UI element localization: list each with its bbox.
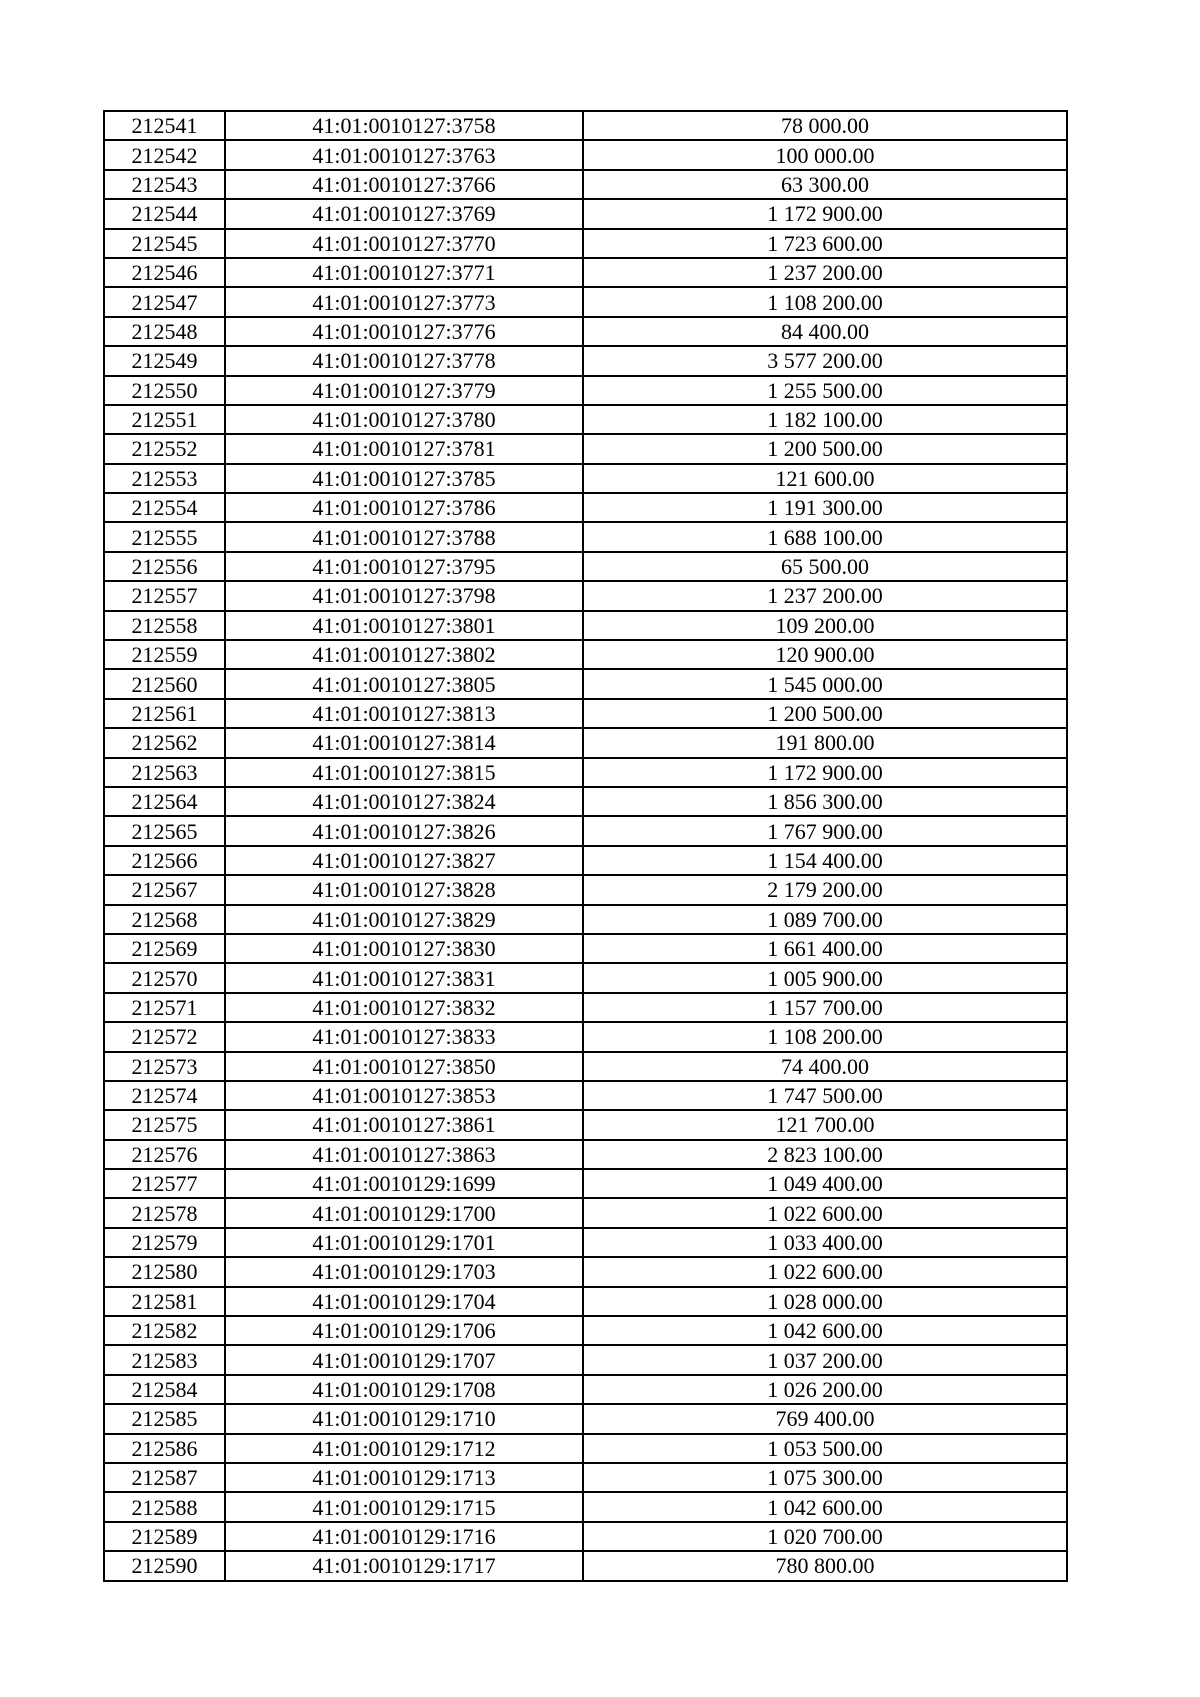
value-cell: 1 075 300.00 (583, 1463, 1067, 1492)
cadastral-number-cell: 41:01:0010127:3785 (225, 464, 583, 493)
cadastral-number-cell: 41:01:0010127:3861 (225, 1110, 583, 1139)
table-row (104, 846, 1067, 875)
table-row (104, 405, 1067, 434)
table-row (104, 1522, 1067, 1551)
value-cell: 1 108 200.00 (583, 1022, 1067, 1051)
row-id-cell: 212573 (104, 1052, 225, 1081)
value-cell: 1 237 200.00 (583, 581, 1067, 610)
table-row (104, 934, 1067, 963)
cadastral-number-cell: 41:01:0010129:1706 (225, 1316, 583, 1345)
table-row (104, 993, 1067, 1022)
table-row (104, 317, 1067, 346)
row-id-cell: 212545 (104, 229, 225, 258)
value-cell: 109 200.00 (583, 611, 1067, 640)
value-cell: 63 300.00 (583, 170, 1067, 199)
table-row (104, 875, 1067, 904)
value-cell: 121 700.00 (583, 1110, 1067, 1139)
cadastral-number-cell: 41:01:0010127:3802 (225, 640, 583, 669)
value-cell: 74 400.00 (583, 1052, 1067, 1081)
cadastral-value-table (103, 110, 1068, 1582)
table-row (104, 1492, 1067, 1521)
row-id-cell: 212556 (104, 552, 225, 581)
value-cell: 1 028 000.00 (583, 1287, 1067, 1316)
value-cell: 1 688 100.00 (583, 522, 1067, 551)
cadastral-number-cell: 41:01:0010127:3766 (225, 170, 583, 199)
table-row (104, 758, 1067, 787)
row-id-cell: 212575 (104, 1110, 225, 1139)
cadastral-number-cell: 41:01:0010127:3770 (225, 229, 583, 258)
table-row (104, 229, 1067, 258)
cadastral-number-cell: 41:01:0010127:3780 (225, 405, 583, 434)
cadastral-number-cell: 41:01:0010129:1710 (225, 1404, 583, 1433)
row-id-cell: 212577 (104, 1169, 225, 1198)
table-row (104, 1316, 1067, 1345)
table-row (104, 669, 1067, 698)
cadastral-number-cell: 41:01:0010127:3850 (225, 1052, 583, 1081)
cadastral-number-cell: 41:01:0010127:3771 (225, 258, 583, 287)
row-id-cell: 212571 (104, 993, 225, 1022)
value-cell: 1 767 900.00 (583, 816, 1067, 845)
table-row (104, 287, 1067, 316)
cadastral-number-cell: 41:01:0010127:3826 (225, 816, 583, 845)
cadastral-number-cell: 41:01:0010127:3828 (225, 875, 583, 904)
value-cell: 120 900.00 (583, 640, 1067, 669)
cadastral-number-cell: 41:01:0010129:1716 (225, 1522, 583, 1551)
table-row (104, 111, 1067, 140)
value-cell: 2 179 200.00 (583, 875, 1067, 904)
row-id-cell: 212551 (104, 405, 225, 434)
row-id-cell: 212555 (104, 522, 225, 551)
row-id-cell: 212544 (104, 199, 225, 228)
row-id-cell: 212570 (104, 963, 225, 992)
cadastral-number-cell: 41:01:0010127:3863 (225, 1140, 583, 1169)
value-cell: 1 191 300.00 (583, 493, 1067, 522)
row-id-cell: 212563 (104, 758, 225, 787)
cadastral-number-cell: 41:01:0010127:3824 (225, 787, 583, 816)
row-id-cell: 212576 (104, 1140, 225, 1169)
row-id-cell: 212565 (104, 816, 225, 845)
row-id-cell: 212589 (104, 1522, 225, 1551)
table-row (104, 1257, 1067, 1286)
table-row (104, 1052, 1067, 1081)
row-id-cell: 212567 (104, 875, 225, 904)
table-row (104, 1345, 1067, 1374)
cadastral-number-cell: 41:01:0010127:3853 (225, 1081, 583, 1110)
cadastral-number-cell: 41:01:0010127:3827 (225, 846, 583, 875)
cadastral-number-cell: 41:01:0010127:3814 (225, 728, 583, 757)
row-id-cell: 212583 (104, 1345, 225, 1374)
row-id-cell: 212564 (104, 787, 225, 816)
table-row (104, 552, 1067, 581)
table-row (104, 199, 1067, 228)
row-id-cell: 212541 (104, 111, 225, 140)
cadastral-number-cell: 41:01:0010127:3773 (225, 287, 583, 316)
table-row (104, 787, 1067, 816)
row-id-cell: 212543 (104, 170, 225, 199)
table-row (104, 170, 1067, 199)
value-cell: 84 400.00 (583, 317, 1067, 346)
table-row (104, 464, 1067, 493)
value-cell: 780 800.00 (583, 1551, 1067, 1580)
value-cell: 1 033 400.00 (583, 1228, 1067, 1257)
value-cell: 1 255 500.00 (583, 376, 1067, 405)
cadastral-number-cell: 41:01:0010129:1707 (225, 1345, 583, 1374)
row-id-cell: 212588 (104, 1492, 225, 1521)
value-cell: 191 800.00 (583, 728, 1067, 757)
row-id-cell: 212590 (104, 1551, 225, 1580)
value-cell: 65 500.00 (583, 552, 1067, 581)
value-cell: 1 157 700.00 (583, 993, 1067, 1022)
table-row (104, 1551, 1067, 1580)
row-id-cell: 212584 (104, 1375, 225, 1404)
cadastral-number-cell: 41:01:0010127:3832 (225, 993, 583, 1022)
row-id-cell: 212587 (104, 1463, 225, 1492)
table-row (104, 963, 1067, 992)
value-cell: 1 661 400.00 (583, 934, 1067, 963)
row-id-cell: 212585 (104, 1404, 225, 1433)
value-cell: 1 020 700.00 (583, 1522, 1067, 1551)
cadastral-number-cell: 41:01:0010129:1704 (225, 1287, 583, 1316)
value-cell: 1 545 000.00 (583, 669, 1067, 698)
cadastral-number-cell: 41:01:0010127:3786 (225, 493, 583, 522)
cadastral-number-cell: 41:01:0010129:1713 (225, 1463, 583, 1492)
value-cell: 78 000.00 (583, 111, 1067, 140)
table-row (104, 376, 1067, 405)
cadastral-number-cell: 41:01:0010127:3833 (225, 1022, 583, 1051)
table-row (104, 493, 1067, 522)
cadastral-number-cell: 41:01:0010127:3769 (225, 199, 583, 228)
table-row (104, 816, 1067, 845)
table-row (104, 1375, 1067, 1404)
value-cell: 1 049 400.00 (583, 1169, 1067, 1198)
cadastral-number-cell: 41:01:0010127:3758 (225, 111, 583, 140)
table-row (104, 1081, 1067, 1110)
cadastral-number-cell: 41:01:0010127:3805 (225, 669, 583, 698)
row-id-cell: 212566 (104, 846, 225, 875)
row-id-cell: 212581 (104, 1287, 225, 1316)
row-id-cell: 212552 (104, 434, 225, 463)
row-id-cell: 212557 (104, 581, 225, 610)
cadastral-number-cell: 41:01:0010127:3815 (225, 758, 583, 787)
cadastral-number-cell: 41:01:0010129:1701 (225, 1228, 583, 1257)
row-id-cell: 212558 (104, 611, 225, 640)
row-id-cell: 212574 (104, 1081, 225, 1110)
cadastral-number-cell: 41:01:0010127:3829 (225, 905, 583, 934)
row-id-cell: 212560 (104, 669, 225, 698)
table-row (104, 522, 1067, 551)
row-id-cell: 212542 (104, 140, 225, 169)
cadastral-number-cell: 41:01:0010127:3831 (225, 963, 583, 992)
value-cell: 769 400.00 (583, 1404, 1067, 1433)
value-cell: 121 600.00 (583, 464, 1067, 493)
value-cell: 1 237 200.00 (583, 258, 1067, 287)
table-row (104, 346, 1067, 375)
row-id-cell: 212546 (104, 258, 225, 287)
cadastral-number-cell: 41:01:0010127:3781 (225, 434, 583, 463)
cadastral-number-cell: 41:01:0010127:3776 (225, 317, 583, 346)
table-row (104, 1287, 1067, 1316)
row-id-cell: 212550 (104, 376, 225, 405)
table-row (104, 699, 1067, 728)
table-row (104, 1140, 1067, 1169)
table-row (104, 1404, 1067, 1433)
row-id-cell: 212554 (104, 493, 225, 522)
row-id-cell: 212569 (104, 934, 225, 963)
value-cell: 1 042 600.00 (583, 1316, 1067, 1345)
value-cell: 3 577 200.00 (583, 346, 1067, 375)
cadastral-number-cell: 41:01:0010127:3795 (225, 552, 583, 581)
row-id-cell: 212586 (104, 1434, 225, 1463)
row-id-cell: 212549 (104, 346, 225, 375)
row-id-cell: 212582 (104, 1316, 225, 1345)
cadastral-number-cell: 41:01:0010127:3830 (225, 934, 583, 963)
table-row (104, 1169, 1067, 1198)
value-cell: 1 037 200.00 (583, 1345, 1067, 1374)
row-id-cell: 212572 (104, 1022, 225, 1051)
cadastral-number-cell: 41:01:0010129:1712 (225, 1434, 583, 1463)
cadastral-number-cell: 41:01:0010129:1715 (225, 1492, 583, 1521)
value-cell: 1 108 200.00 (583, 287, 1067, 316)
table-row (104, 1228, 1067, 1257)
table-row (104, 728, 1067, 757)
table-body (104, 111, 1067, 1581)
value-cell: 1 856 300.00 (583, 787, 1067, 816)
table-row (104, 1463, 1067, 1492)
cadastral-number-cell: 41:01:0010129:1700 (225, 1198, 583, 1227)
value-cell: 1 172 900.00 (583, 758, 1067, 787)
value-cell: 1 005 900.00 (583, 963, 1067, 992)
value-cell: 1 053 500.00 (583, 1434, 1067, 1463)
table-row (104, 434, 1067, 463)
cadastral-number-cell: 41:01:0010129:1708 (225, 1375, 583, 1404)
row-id-cell: 212561 (104, 699, 225, 728)
cadastral-number-cell: 41:01:0010127:3778 (225, 346, 583, 375)
cadastral-number-cell: 41:01:0010129:1717 (225, 1551, 583, 1580)
value-cell: 1 022 600.00 (583, 1257, 1067, 1286)
table-row (104, 640, 1067, 669)
cadastral-number-cell: 41:01:0010127:3801 (225, 611, 583, 640)
row-id-cell: 212547 (104, 287, 225, 316)
row-id-cell: 212578 (104, 1198, 225, 1227)
value-cell: 1 723 600.00 (583, 229, 1067, 258)
row-id-cell: 212562 (104, 728, 225, 757)
value-cell: 1 089 700.00 (583, 905, 1067, 934)
table-row (104, 140, 1067, 169)
value-cell: 1 026 200.00 (583, 1375, 1067, 1404)
value-cell: 1 200 500.00 (583, 434, 1067, 463)
row-id-cell: 212579 (104, 1228, 225, 1257)
value-cell: 100 000.00 (583, 140, 1067, 169)
table-row (104, 611, 1067, 640)
value-cell: 2 823 100.00 (583, 1140, 1067, 1169)
value-cell: 1 747 500.00 (583, 1081, 1067, 1110)
value-cell: 1 154 400.00 (583, 846, 1067, 875)
cadastral-number-cell: 41:01:0010129:1699 (225, 1169, 583, 1198)
cadastral-number-cell: 41:01:0010129:1703 (225, 1257, 583, 1286)
cadastral-number-cell: 41:01:0010127:3788 (225, 522, 583, 551)
table-row (104, 1022, 1067, 1051)
cadastral-number-cell: 41:01:0010127:3798 (225, 581, 583, 610)
value-cell: 1 182 100.00 (583, 405, 1067, 434)
cadastral-number-cell: 41:01:0010127:3813 (225, 699, 583, 728)
cadastral-number-cell: 41:01:0010127:3763 (225, 140, 583, 169)
table-row (104, 1198, 1067, 1227)
value-cell: 1 042 600.00 (583, 1492, 1067, 1521)
table-row (104, 1110, 1067, 1139)
value-cell: 1 172 900.00 (583, 199, 1067, 228)
cadastral-number-cell: 41:01:0010127:3779 (225, 376, 583, 405)
table-row (104, 258, 1067, 287)
row-id-cell: 212559 (104, 640, 225, 669)
table-row (104, 581, 1067, 610)
value-cell: 1 022 600.00 (583, 1198, 1067, 1227)
table-row (104, 1434, 1067, 1463)
row-id-cell: 212548 (104, 317, 225, 346)
value-cell: 1 200 500.00 (583, 699, 1067, 728)
row-id-cell: 212568 (104, 905, 225, 934)
row-id-cell: 212580 (104, 1257, 225, 1286)
table-row (104, 905, 1067, 934)
row-id-cell: 212553 (104, 464, 225, 493)
